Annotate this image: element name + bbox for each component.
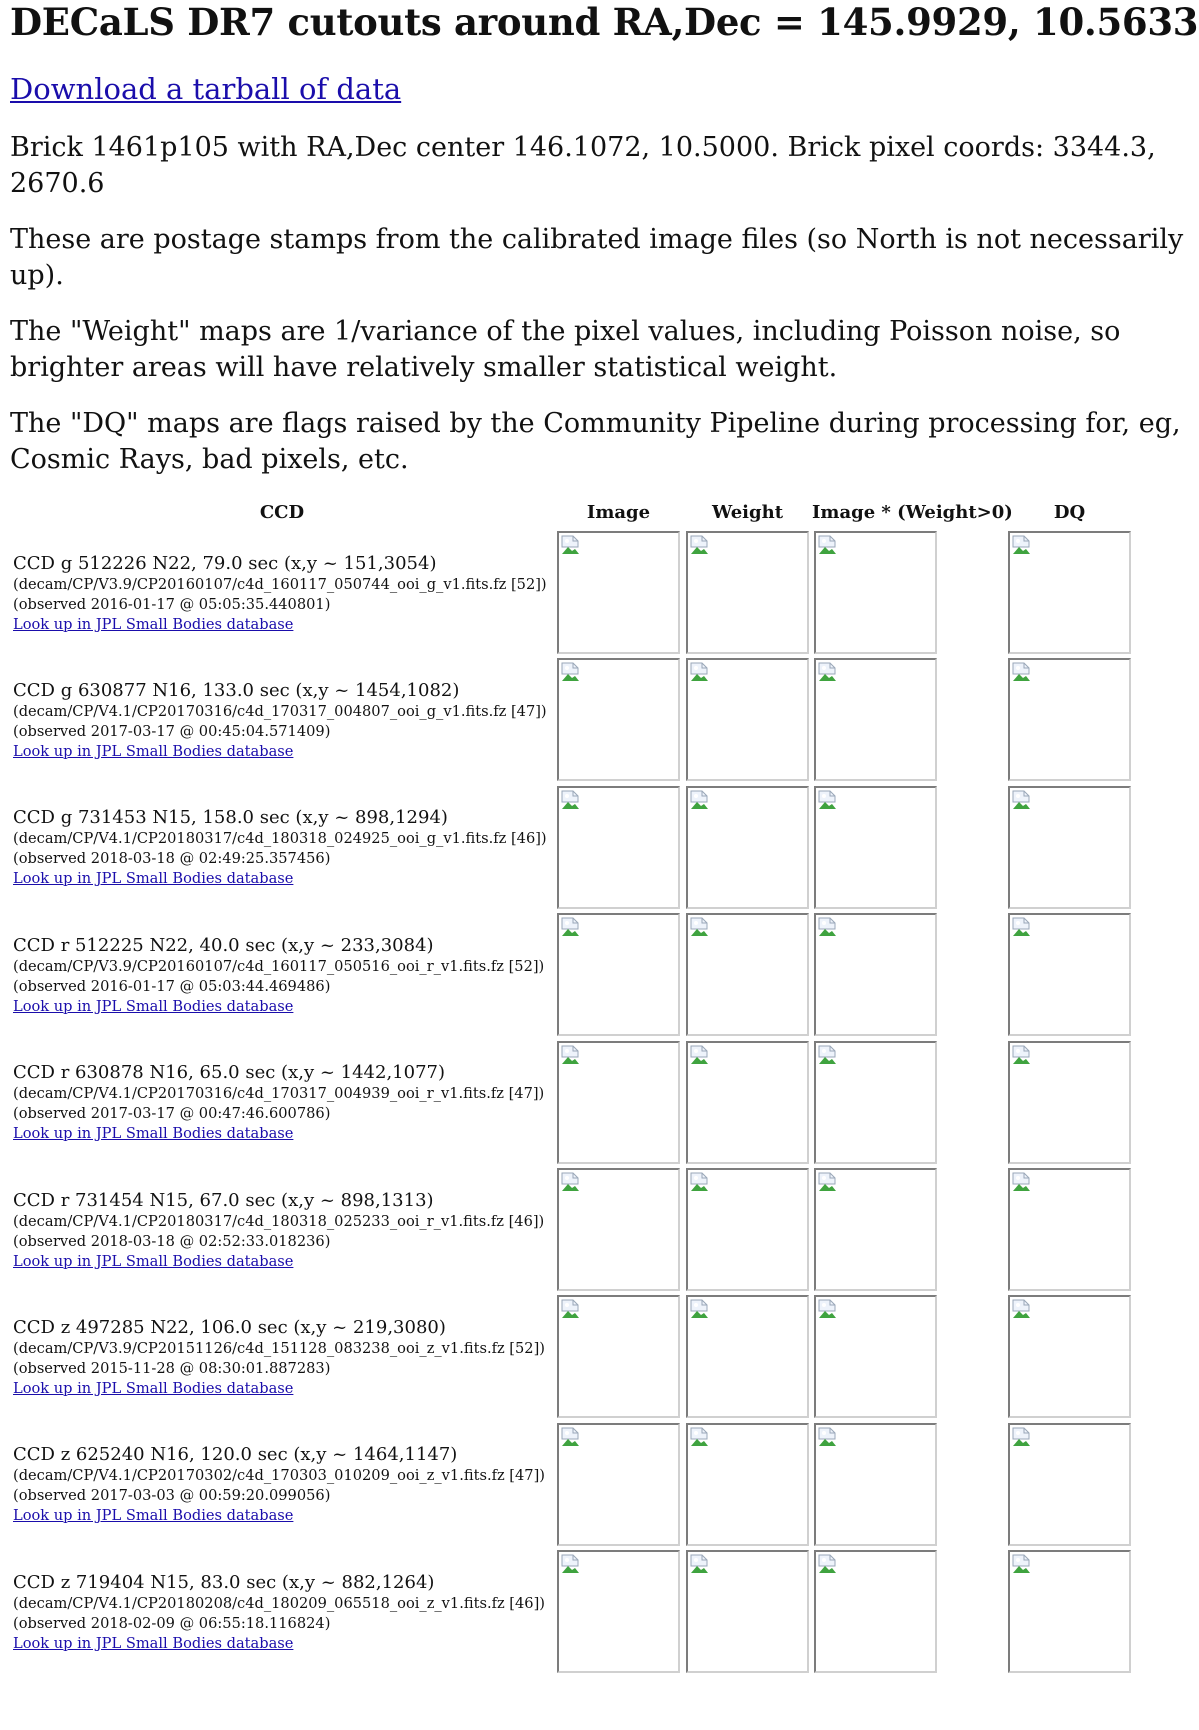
image-masked-cutout[interactable] (814, 658, 937, 781)
image-masked-cutout[interactable] (814, 1168, 937, 1291)
header-dq: DQ (1053, 502, 1086, 523)
ccd-summary: CCD g 731453 N15, 158.0 sec (x,y ~ 898,1294) (13, 807, 448, 829)
weight-cutout[interactable] (686, 786, 809, 909)
weight-cutout[interactable] (686, 658, 809, 781)
table-row (0, 1295, 1199, 1422)
weight-cutout[interactable] (686, 913, 809, 1036)
image-cutout[interactable] (557, 786, 680, 909)
dq-cutout[interactable] (1008, 1550, 1131, 1673)
ccd-observed: (observed 2015-11-28 @ 08:30:01.887283) (13, 1359, 331, 1377)
image-masked-cutout[interactable] (814, 1550, 937, 1673)
image-cutout[interactable] (557, 1168, 680, 1291)
ccd-info (13, 786, 547, 910)
ccd-summary: CCD r 630878 N16, 65.0 sec (x,y ~ 1442,1077) (13, 1062, 445, 1084)
image-masked-cutout[interactable] (814, 1295, 937, 1418)
table-row (0, 1423, 1199, 1550)
ccd-file: (decam/CP/V3.9/CP20151126/c4d_151128_083238_ooi_z_v1.fits.fz [52]) (13, 1339, 545, 1357)
dq-cutout[interactable] (1008, 1168, 1131, 1291)
table-row (0, 1168, 1199, 1295)
ccd-observed: (observed 2018-03-18 @ 02:52:33.018236) (13, 1232, 331, 1250)
brick-info-text: Brick 1461p105 with RA,Dec center 146.1072, 10.5000. Brick pixel coords: 3344.3, 2670.6 (10, 132, 1156, 199)
header-image-masked: Image * (Weight>0) (812, 502, 1013, 523)
table-row (0, 658, 1199, 785)
ccd-observed: (observed 2016-01-17 @ 05:03:44.469486) (13, 977, 331, 995)
ccd-file: (decam/CP/V4.1/CP20180208/c4d_180209_065518_ooi_z_v1.fits.fz [46]) (13, 1594, 545, 1612)
ccd-info (13, 1550, 545, 1674)
weight-cutout[interactable] (686, 531, 809, 654)
header-image: Image (586, 502, 651, 523)
download-tarball-link[interactable]: Download a tarball of data (10, 72, 402, 106)
ccd-observed: (observed 2018-02-09 @ 06:55:18.116824) (13, 1614, 331, 1632)
ccd-observed: (observed 2017-03-17 @ 00:47:46.600786) (13, 1105, 331, 1123)
image-cutout[interactable] (557, 531, 680, 654)
page-title: DECaLS DR7 cutouts around RA,Dec = 145.9929, 10.5633 (10, 0, 1199, 44)
ccd-info (13, 913, 544, 1037)
dq-cutout[interactable] (1008, 658, 1131, 781)
ccd-summary: CCD r 512225 N22, 40.0 sec (x,y ~ 233,3084) (13, 934, 434, 956)
image-masked-cutout[interactable] (814, 531, 937, 654)
ccd-summary: CCD z 719404 N15, 83.0 sec (x,y ~ 882,1264) (13, 1571, 435, 1593)
dq-cutout[interactable] (1008, 913, 1131, 1036)
jpl-lookup-link[interactable]: Look up in JPL Small Bodies database (13, 1125, 294, 1143)
jpl-lookup-link[interactable]: Look up in JPL Small Bodies database (13, 1379, 294, 1397)
table-row (0, 1041, 1199, 1168)
ccd-observed: (observed 2017-03-03 @ 00:59:20.099056) (13, 1487, 331, 1505)
weight-maps-note: The "Weight" maps are 1/variance of the pixel values, including Poisson noise, so brighter areas will have relatively smaller statistical weight. (10, 316, 1121, 383)
image-cutout[interactable] (557, 1041, 680, 1164)
jpl-lookup-link[interactable]: Look up in JPL Small Bodies database (13, 997, 294, 1015)
image-masked-cutout[interactable] (814, 1423, 937, 1546)
jpl-lookup-link[interactable]: Look up in JPL Small Bodies database (13, 615, 294, 633)
weight-cutout[interactable] (686, 1168, 809, 1291)
ccd-file: (decam/CP/V4.1/CP20180317/c4d_180318_025233_ooi_r_v1.fits.fz [46]) (13, 1212, 545, 1230)
dq-cutout[interactable] (1008, 1295, 1131, 1418)
ccd-file: (decam/CP/V4.1/CP20170316/c4d_170317_004807_ooi_g_v1.fits.fz [47]) (13, 702, 547, 720)
jpl-lookup-link[interactable]: Look up in JPL Small Bodies database (13, 742, 294, 760)
ccd-file: (decam/CP/V4.1/CP20170302/c4d_170303_010209_ooi_z_v1.fits.fz [47]) (13, 1467, 545, 1485)
jpl-lookup-link[interactable]: Look up in JPL Small Bodies database (13, 870, 294, 888)
weight-cutout[interactable] (686, 1041, 809, 1164)
postage-stamps-note: These are postage stamps from the calibrated image files (so North is not necessarily up). (10, 224, 1184, 291)
ccd-info (13, 531, 547, 655)
ccd-summary: CCD r 731454 N15, 67.0 sec (x,y ~ 898,1313) (13, 1189, 434, 1211)
ccd-file: (decam/CP/V4.1/CP20180317/c4d_180318_024925_ooi_g_v1.fits.fz [46]) (13, 830, 547, 848)
ccd-observed: (observed 2016-01-17 @ 05:05:35.440801) (13, 595, 331, 613)
ccd-file: (decam/CP/V4.1/CP20170316/c4d_170317_004939_ooi_r_v1.fits.fz [47]) (13, 1085, 545, 1103)
table-row (0, 1550, 1199, 1677)
ccd-summary: CCD z 497285 N22, 106.0 sec (x,y ~ 219,3080) (13, 1316, 446, 1338)
weight-cutout[interactable] (686, 1423, 809, 1546)
header-ccd: CCD (259, 502, 305, 523)
ccd-summary: CCD g 512226 N22, 79.0 sec (x,y ~ 151,3054) (13, 552, 437, 574)
ccd-info (13, 1168, 544, 1292)
image-masked-cutout[interactable] (814, 913, 937, 1036)
image-cutout[interactable] (557, 658, 680, 781)
table-row (0, 913, 1199, 1040)
table-row (0, 531, 1199, 658)
dq-maps-note: The "DQ" maps are flags raised by the Community Pipeline during processing for, eg, Cosmic Rays, bad pixels, etc. (10, 408, 1181, 475)
dq-cutout[interactable] (1008, 1423, 1131, 1546)
image-cutout[interactable] (557, 1295, 680, 1418)
header-weight: Weight (711, 502, 784, 523)
ccd-info (13, 658, 547, 782)
image-masked-cutout[interactable] (814, 786, 937, 909)
weight-cutout[interactable] (686, 1550, 809, 1673)
image-cutout[interactable] (557, 1550, 680, 1673)
table-row (0, 786, 1199, 913)
dq-cutout[interactable] (1008, 531, 1131, 654)
ccd-info (13, 1423, 545, 1547)
jpl-lookup-link[interactable]: Look up in JPL Small Bodies database (13, 1507, 294, 1525)
ccd-info (13, 1295, 545, 1419)
ccd-file: (decam/CP/V3.9/CP20160107/c4d_160117_050744_ooi_g_v1.fits.fz [52]) (13, 575, 547, 593)
weight-cutout[interactable] (686, 1295, 809, 1418)
jpl-lookup-link[interactable]: Look up in JPL Small Bodies database (13, 1252, 294, 1270)
ccd-observed: (observed 2017-03-17 @ 00:45:04.571409) (13, 722, 331, 740)
image-cutout[interactable] (557, 913, 680, 1036)
ccd-info (13, 1041, 544, 1165)
image-masked-cutout[interactable] (814, 1041, 937, 1164)
ccd-file: (decam/CP/V3.9/CP20160107/c4d_160117_050516_ooi_r_v1.fits.fz [52]) (13, 957, 545, 975)
dq-cutout[interactable] (1008, 1041, 1131, 1164)
jpl-lookup-link[interactable]: Look up in JPL Small Bodies database (13, 1634, 294, 1652)
ccd-summary: CCD g 630877 N16, 133.0 sec (x,y ~ 1454,1082) (13, 679, 460, 701)
ccd-observed: (observed 2018-03-18 @ 02:49:25.357456) (13, 850, 331, 868)
ccd-summary: CCD z 625240 N16, 120.0 sec (x,y ~ 1464,1147) (13, 1444, 458, 1466)
dq-cutout[interactable] (1008, 786, 1131, 909)
image-cutout[interactable] (557, 1423, 680, 1546)
